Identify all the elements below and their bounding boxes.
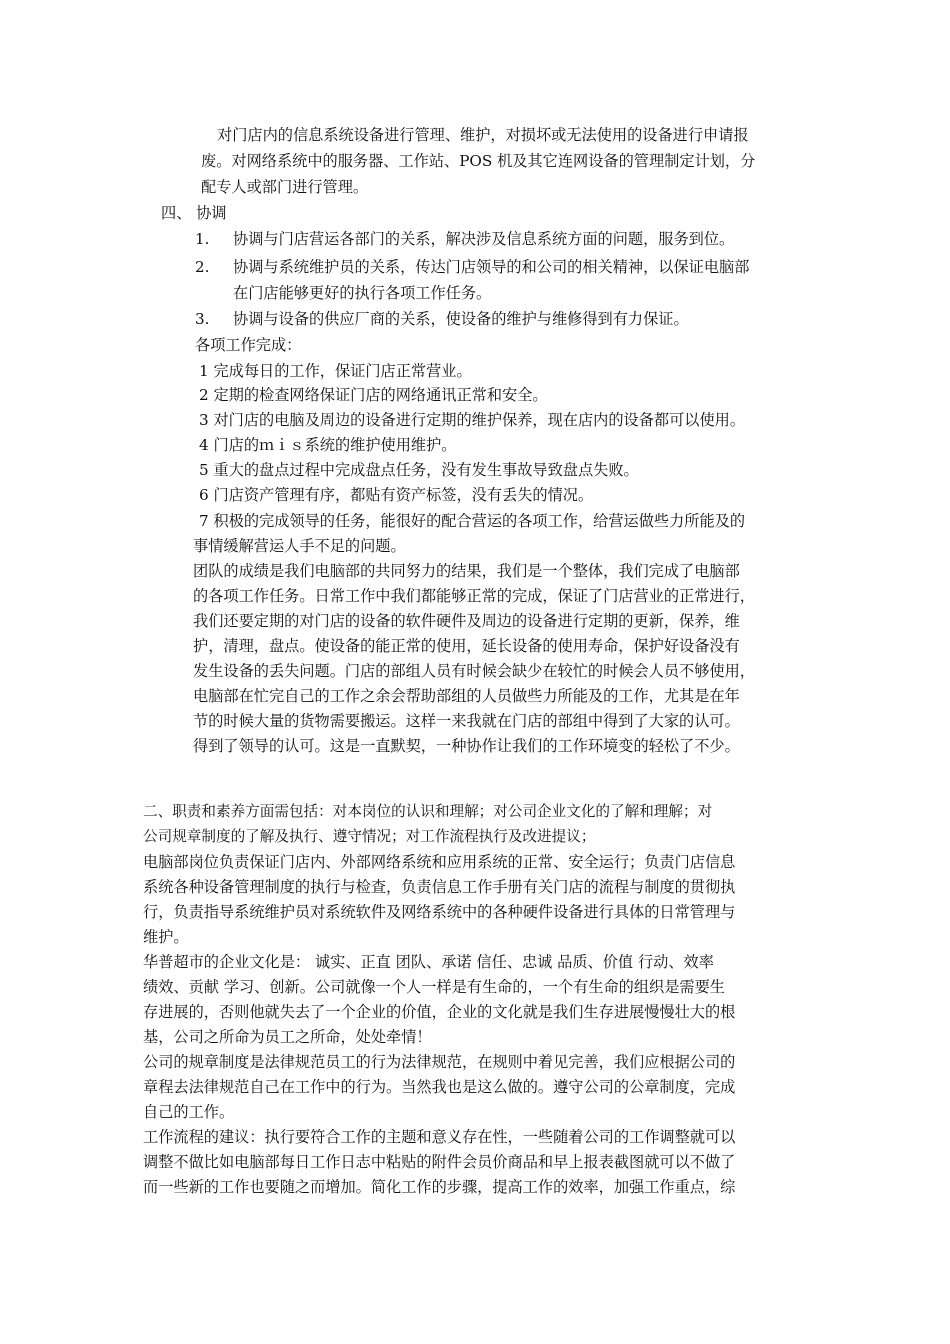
team-paragraph-line: 团队的成绩是我们电脑部的共同努力的结果，我们是一个整体，我们完成了电脑部 xyxy=(193,562,740,580)
rules-paragraph-line: 公司的规章制度是法律规范员工的行为法律规范，在规则中着见完善，我们应根据公司的 xyxy=(143,1053,736,1071)
team-paragraph-line: 电脑部在忙完自己的工作之余会帮助部组的人员做些力所能及的工作，尤其是在年 xyxy=(193,687,740,705)
rules-paragraph-line: 章程去法律规范自己在工作中的行为。当然我也是这么做的。遵守公司的公章制度，完成 xyxy=(143,1078,736,1096)
section-heading: 四、 协调 xyxy=(161,204,227,222)
list-number: 1. xyxy=(195,230,210,248)
list-item xyxy=(195,309,689,329)
work-done-item: 6 门店资产管理有序，都贴有资产标签，没有丢失的情况。 xyxy=(199,486,594,504)
duty-paragraph-line: 维护。 xyxy=(143,928,189,946)
team-paragraph-line: 我们还要定期的对门店的设备的软件硬件及周边的设备进行定期的更新，保养，维 xyxy=(193,612,740,630)
work-done-heading: 各项工作完成： xyxy=(195,336,302,354)
team-paragraph-line: 节的时候大量的货物需要搬运。这样一来我就在门店的部组中得到了大家的认可。 xyxy=(193,712,740,730)
culture-paragraph-line: 华普超市的企业文化是： 诚实、正直 团队、承诺 信任、忠诚 品质、价值 行动、效率 xyxy=(143,953,714,971)
workflow-paragraph-line: 工作流程的建议：执行要符合工作的主题和意义存在性，一些随着公司的工作调整就可以 xyxy=(143,1128,736,1146)
duty-paragraph-line: 行，负责指导系统维护员对系统软件及网络系统中的各种硬件设备进行具体的日常管理与 xyxy=(143,903,736,921)
list-text: 协调与门店营运各部门的关系，解决涉及信息系统方面的问题，服务到位。 xyxy=(233,230,735,248)
list-text-continuation: 在门店能够更好的执行各项工作任务。 xyxy=(233,284,492,302)
list-text: 协调与系统维护员的关系，传达门店领导的和公司的相关精神，以保证电脑部 xyxy=(233,258,750,276)
culture-paragraph-line: 绩效、贡献 学习、创新。公司就像一个人一样是有生命的，一个有生命的组织是需要生 xyxy=(143,978,725,996)
duty-paragraph-line: 电脑部岗位负责保证门店内、外部网络系统和应用系统的正常、安全运行；负责门店信息 xyxy=(143,853,736,871)
rules-paragraph-line: 自己的工作。 xyxy=(143,1103,235,1121)
work-done-item: 7 积极的完成领导的任务，能很好的配合营运的各项工作，给营运做些力所能及的 xyxy=(199,512,746,530)
workflow-paragraph-line: 调整不做比如电脑部每日工作日志中粘贴的附件会员价商品和早上报表截图就可以不做了 xyxy=(143,1153,736,1171)
work-done-item: 3 对门店的电脑及周边的设备进行定期的维护保养，现在店内的设备都可以使用。 xyxy=(199,411,746,429)
duty-paragraph-line: 系统各种设备管理制度的执行与检查，负责信息工作手册有关门店的流程与制度的贯彻执 xyxy=(143,878,736,896)
team-paragraph-line: 发生设备的丢失问题。门店的部组人员有时候会缺少在较忙的时候会人员不够使用， xyxy=(193,662,755,680)
section-2-heading: 公司规章制度的了解及执行、遵守情况；对工作流程执行及改进提议； xyxy=(143,828,596,845)
team-paragraph-line: 的各项工作任务。日常工作中我们都能够正常的完成，保证了门店营业的正常进行， xyxy=(193,587,755,605)
paragraph-line: 对门店内的信息系统设备进行管理、维护，对损坏或无法使用的设备进行申请报 xyxy=(217,126,749,144)
list-text: 协调与设备的供应厂商的关系，使设备的维护与维修得到有力保证。 xyxy=(233,310,689,328)
work-done-item: 5 重大的盘点过程中完成盘点任务，没有发生事故导致盘点失败。 xyxy=(199,461,639,479)
list-number: 2. xyxy=(195,258,210,276)
work-done-item: 2 定期的检查网络保证门店的网络通讯正常和安全。 xyxy=(199,386,548,404)
list-item xyxy=(195,229,734,249)
team-paragraph-line: 护，清理，盘点。使设备的能正常的使用，延长设备的使用寿命，保护好设备没有 xyxy=(193,637,740,655)
culture-paragraph-line: 基，公司之所命为员工之所命，处处牵情！ xyxy=(143,1028,432,1046)
paragraph-line: 配专人或部门进行管理。 xyxy=(201,178,369,196)
work-done-item: 事情缓解营运人手不足的问题。 xyxy=(193,537,406,555)
culture-paragraph-line: 存进展的，否则他就失去了一个企业的价值，企业的文化就是我们生存进展慢慢壮大的根 xyxy=(143,1003,736,1021)
paragraph-line: 废。对网络系统中的服务器、工作站、POS 机及其它连网设备的管理制定计划，分 xyxy=(201,152,756,170)
work-done-item: 1 完成每日的工作，保证门店正常营业。 xyxy=(199,362,472,380)
section-2-heading: 二、职责和素养方面需包括：对本岗位的认识和理解；对公司企业文化的了解和理解；对 xyxy=(143,803,713,820)
list-number: 3. xyxy=(195,310,210,328)
workflow-paragraph-line: 而一些新的工作也要随之而增加。简化工作的步骤，提高工作的效率，加强工作重点，综 xyxy=(143,1178,736,1196)
list-item xyxy=(195,257,749,277)
work-done-item: 4 门店的ｍｉｓ系统的维护使用维护。 xyxy=(199,436,457,454)
team-paragraph-line: 得到了领导的认可。这是一直默契，一种协作让我们的工作环境变的轻松了不少。 xyxy=(193,737,740,755)
